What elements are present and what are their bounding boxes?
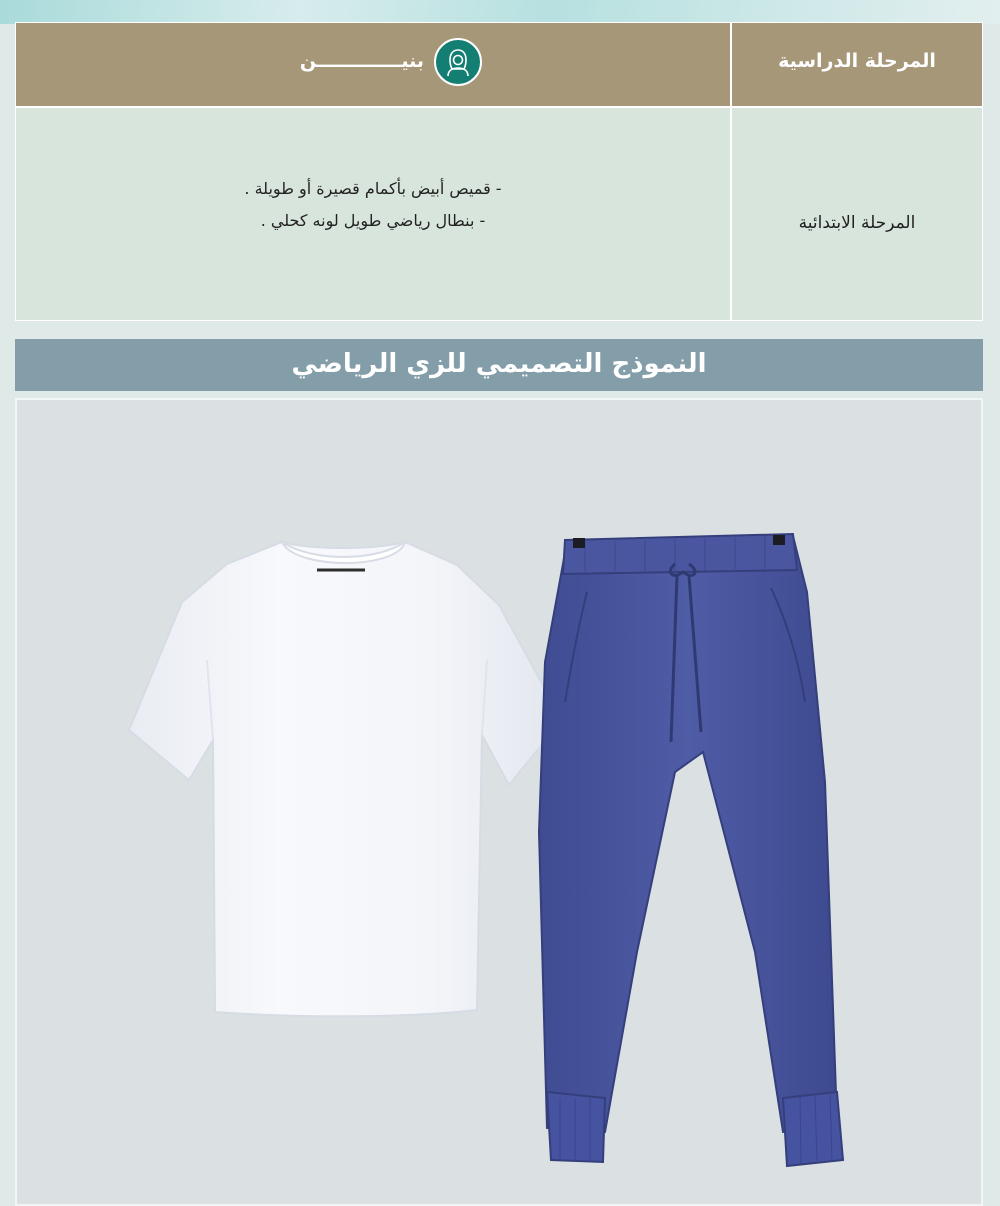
- uniform-image-panel: [15, 398, 983, 1206]
- uniform-description-cell: [16, 108, 732, 320]
- uniform-item-pants: - بنطال رياضي طويل لونه كحلي .: [260, 211, 486, 230]
- girls-header-label: بنيـــــــــــــن: [299, 50, 424, 72]
- stage-name: المرحلة الابتدائية: [798, 213, 916, 233]
- top-decoration: [0, 0, 1000, 24]
- stage-cell: [732, 108, 982, 320]
- white-tshirt-image: [127, 540, 567, 1020]
- uniform-table: [15, 22, 983, 321]
- uniform-description: [16, 173, 730, 237]
- uniform-item-shirt: - قميص أبيض بأكمام قصيرة أو طويلة .: [244, 179, 502, 198]
- stage-header-cell: [732, 23, 982, 106]
- navy-sweatpants-image: [525, 532, 865, 1172]
- design-model-banner: النموذج التصميمي للزي الرياضي: [15, 339, 983, 391]
- stage-header-label: المرحلة الدراسية: [778, 50, 936, 72]
- girl-avatar-icon: [434, 38, 482, 86]
- girls-header-cell: [16, 23, 732, 106]
